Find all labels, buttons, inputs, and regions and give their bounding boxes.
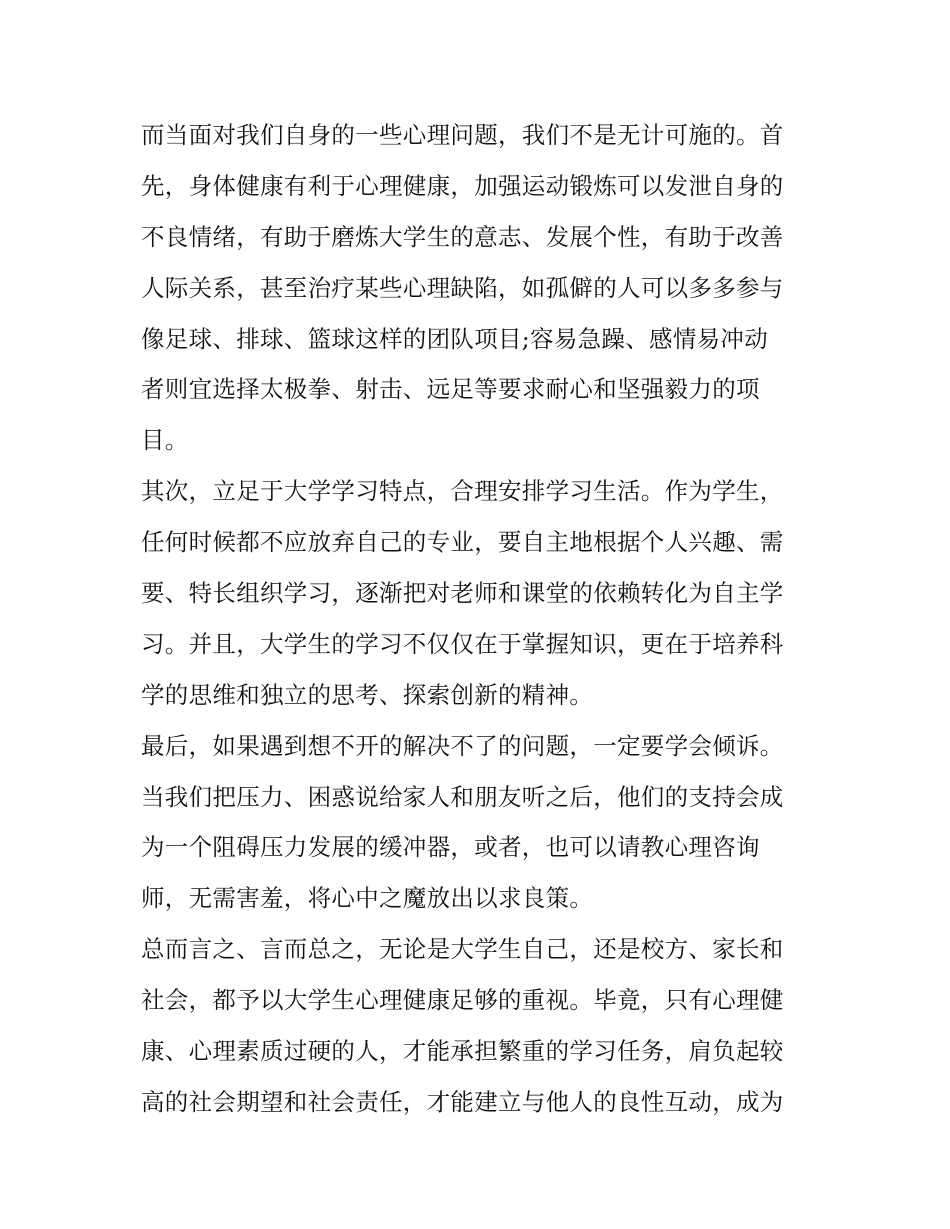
text-line: 先，身体健康有利于心理健康，加强运动锻炼可以发泄自身的	[141, 171, 784, 200]
text-line: 人际关系，甚至治疗某些心理缺陷，如孤僻的人可以多多参与	[141, 273, 784, 302]
text-line: 像足球、排球、篮球这样的团队项目;容易急躁、感情易冲动	[141, 324, 769, 353]
paragraph-confide	[141, 721, 813, 925]
text-line: 任何时候都不应放弃自己的专业，要自主地根据个人兴趣、需	[141, 528, 784, 557]
text-line: 要、特长组织学习，逐渐把对老师和课堂的依赖转化为自主学	[141, 579, 784, 608]
document-body	[141, 110, 813, 1128]
paragraph-exercise	[141, 110, 813, 466]
text-line: 目。	[141, 426, 189, 455]
text-line: 康、心理素质过硬的人，才能承担繁重的学习任务，肩负起较	[141, 1037, 784, 1066]
text-line: 而当面对我们自身的一些心理问题，我们不是无计可施的。首	[141, 121, 784, 149]
text-line: 学的思维和独立的思考、探索创新的精神。	[141, 680, 594, 709]
text-line: 不良情绪，有助于磨炼大学生的意志、发展个性，有助于改善	[141, 222, 784, 251]
text-line: 社会，都予以大学生心理健康足够的重视。毕竟，只有心理健	[141, 986, 784, 1015]
paragraph-study	[141, 466, 813, 720]
text-line: 习。并且，大学生的学习不仅仅在于掌握知识，更在于培养科	[141, 629, 784, 658]
text-line: 最后，如果遇到想不开的解决不了的问题，一定要学会倾诉。	[141, 731, 784, 760]
text-line: 为一个阻碍压力发展的缓冲器，或者，也可以请教心理咨询	[141, 833, 760, 862]
text-line: 总而言之、言而总之，无论是大学生自己，还是校方、家长和	[141, 935, 784, 964]
text-line: 其次，立足于大学学习特点，合理安排学习生活。作为学生，	[141, 477, 784, 506]
text-line: 师，无需害羞，将心中之魔放出以求良策。	[141, 884, 594, 913]
text-line: 者则宜选择太极拳、射击、远足等要求耐心和坚强毅力的项	[141, 375, 760, 404]
text-line: 当我们把压力、困惑说给家人和朋友听之后，他们的支持会成	[141, 782, 784, 811]
paragraph-conclusion	[141, 924, 813, 1128]
text-line: 高的社会期望和社会责任，才能建立与他人的良性互动，成为	[141, 1087, 784, 1116]
